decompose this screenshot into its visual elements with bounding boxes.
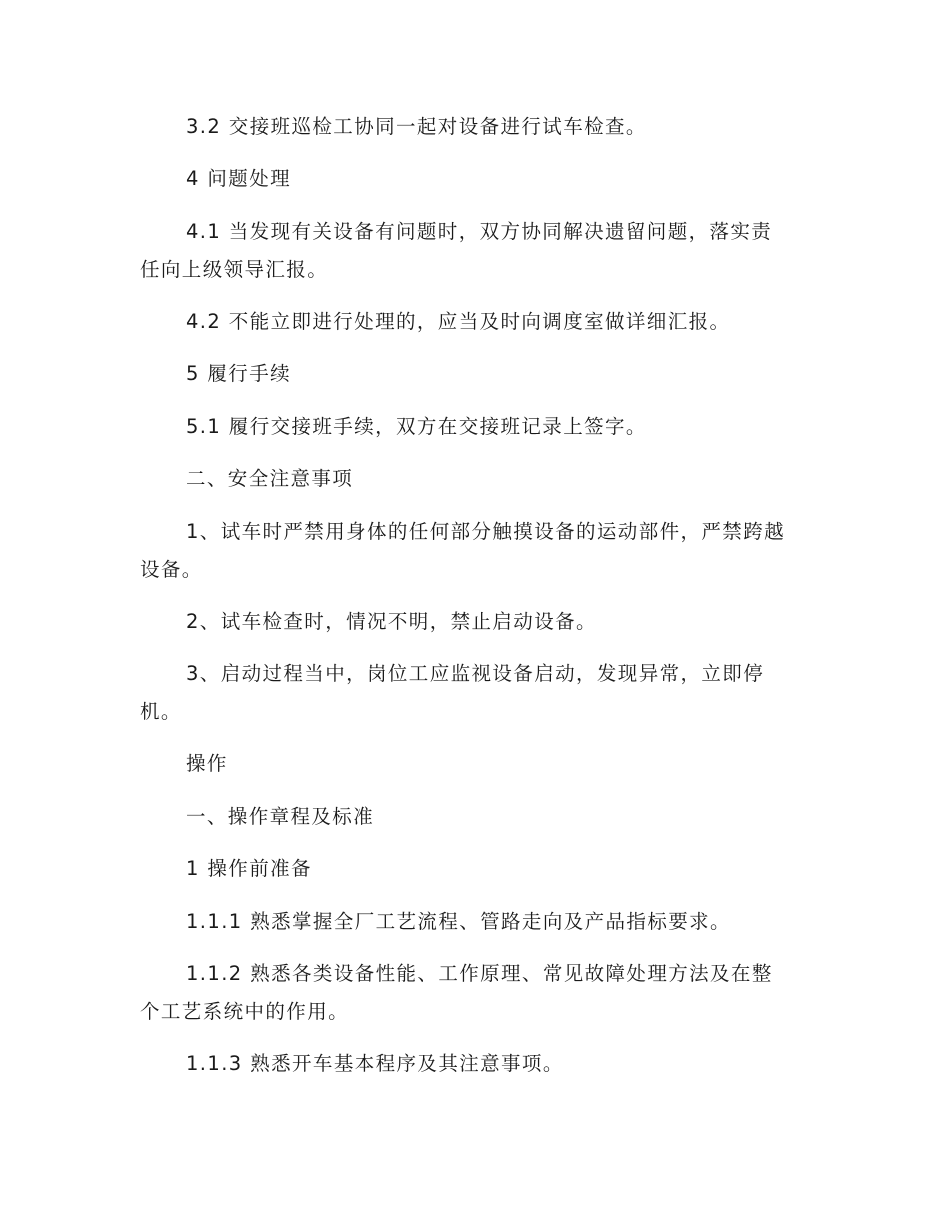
heading-4: 4 问题处理 [186,167,292,190]
heading-5: 5 履行手续 [186,362,292,385]
heading-operation: 操作 [186,752,228,775]
safety-item-1-line-2: 设备。 [140,558,203,581]
heading-operation-standards: 一、操作章程及标准 [186,805,375,828]
para-4-2: 4.2 不能立即进行处理的，应当及时向调度室做详细汇报。 [186,310,731,333]
para-5-1: 5.1 履行交接班手续，双方在交接班记录上签字。 [186,415,647,438]
para-1-1-3: 1.1.3 熟悉开车基本程序及其注意事项。 [186,1052,564,1075]
safety-item-1-line-1: 1、试车时严禁用身体的任何部分触摸设备的运动部件，严禁跨越 [186,520,786,543]
para-4-1-line-1: 4.1 当发现有关设备有问题时，双方协同解决遗留问题，落实责 [186,220,773,243]
para-4-1-line-2: 任向上级领导汇报。 [140,258,329,281]
para-1-1-2-line-1: 1.1.2 熟悉各类设备性能、工作原理、常见故障处理方法及在整 [186,962,773,985]
heading-1-prep: 1 操作前准备 [186,857,312,880]
safety-item-3-line-1: 3、启动过程当中，岗位工应监视设备启动，发现异常，立即停 [186,662,765,685]
heading-safety: 二、安全注意事项 [186,467,354,490]
safety-item-3-line-2: 机。 [140,700,182,723]
safety-item-2: 2、试车检查时，情况不明，禁止启动设备。 [186,610,597,633]
para-1-1-2-line-2: 个工艺系统中的作用。 [140,1000,350,1023]
para-3-2: 3.2 交接班巡检工协同一起对设备进行试车检查。 [186,115,647,138]
para-1-1-1: 1.1.1 熟悉掌握全厂工艺流程、管路走向及产品指标要求。 [186,910,731,933]
